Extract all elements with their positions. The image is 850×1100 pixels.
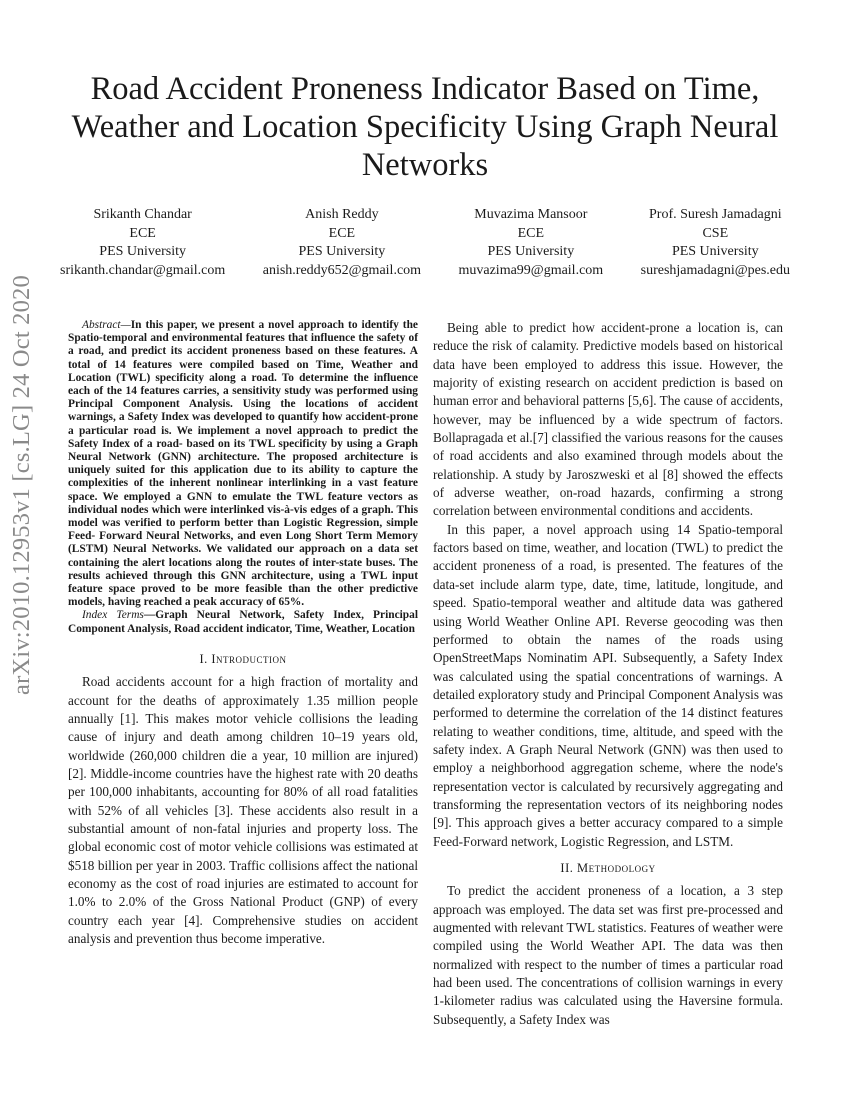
abstract-lead: Abstract— xyxy=(82,319,131,331)
author-1 xyxy=(60,206,225,280)
paper-title: Road Accident Proneness Indicator Based on Time, Weather and Location Specificity Using Graph Neural Networks xyxy=(71,71,779,183)
abstract-text: In this paper, we present a novel approach to identify the Spatio-temporal and environmental features that influence the safety of a road, and predict its accident proneness based on these features. A total of 14 features were compiled based on Time, Weather and Location (TWL) specificity along a road. To determine the influence each of the 14 features carries, a sensitivity study was performed using Principal Component Analysis. Using the locations of accident warnings, a Safety Index was developed to quantify how accident-prone a particular road is. We implement a novel approach to predict the Safety Index of a road- based on its TWL specificity by using a Graph Neural Network (GNN) architecture. The proposed architecture is uniquely suited for this application due to its ability to capture the complexities of the inherent nonlinear interlinking in a vast feature space. We employed a GNN to emulate the TWL feature vectors as individual nodes which were interlinked vis-à-vis edges of a graph. This model was verified to perform better than Logistic Regression, simple Feed- Forward Neural Networks, and even Long Short Term Memory (LSTM) Neural Networks. We validated our approach on a data set containing the alert locations along the routes of inter-state buses. The results achieved through this GNN architecture, using a TWL input feature space proved to be more feasible than the other predictive models, having reached a peak accuracy of 65%. xyxy=(68,319,418,609)
arxiv-identifier xyxy=(4,275,44,695)
left-column xyxy=(68,319,418,948)
author-email: srikanth.chandar@gmail.com xyxy=(60,262,226,278)
author-affiliation: PES University xyxy=(298,244,386,259)
abstract xyxy=(68,319,418,609)
right-column xyxy=(433,319,783,1029)
intro-paragraph-3: In this paper, a novel approach using 14 Spatio-temporal factors based on time, weather, and location (TWL) to predict the accident proneness of a road, is presented. The features of the data-set include alarm type, date, time, latitude, longitude, and speed. Spatio-temporal weather and altitude data was gathered using World Weather Online API. Reverse geocoding was then performed to obtain the names of the roads using OpenStreetMaps Nominatim API. Subsequently, a Safety Index was calculated using the spatial concentrations of warnings. A detailed exploratory study and Principal Component Analysis was performed to determine the correlation of the 14 distinct features relating to weather conditions, time, altitude, and speed with the safety index. A Graph Neural Network (GNN) was then used to employ a neighborhood aggregation scheme, where the node's representation vector is calculated by recursively aggregating and transforming the representation vectors of its neighboring nodes [9]. This approach gives a better accuracy compared to a simple Feed-Forward network, Logistic Regression, and LSTM. xyxy=(433,521,783,849)
author-block xyxy=(60,206,790,280)
author-dept: ECE xyxy=(328,225,356,241)
author-affiliation: PES University xyxy=(99,244,187,259)
author-affiliation: PES University xyxy=(487,244,575,259)
author-name: Prof. Suresh Jamadagni xyxy=(649,207,782,222)
section-heading-introduction: I. Introduction xyxy=(199,651,287,666)
author-name: Srikanth Chandar xyxy=(93,207,192,222)
author-name: Anish Reddy xyxy=(305,207,379,222)
intro-paragraph-2: Being able to predict how accident-prone a location is, can reduce the risk of calamity. Predictive models based on historical data have been employed to address this issue. However, the majority of existing research on accident prediction is based on human error and behavioral patterns [5,6]. The cause of accidents, however, may be influenced by a wide spectrum of factors. Bollapragada et al.[7] classified the various reasons for the causes of road accidents and also examined through models about the relationship. A study by Jaroszweski et al [8] showed the effects of adverse weather, on-road hazards, confirming a strong correlation between environmental conditions and accidents. xyxy=(433,320,783,519)
author-3 xyxy=(458,206,603,280)
intro-paragraph: Road accidents account for a high fraction of mortality and account for the deaths of approximately 1.35 million people annually [1]. This makes motor vehicle collisions the leading cause of injury and death among children 10–19 years old, worldwide (260,000 children die a year, 10 million are injured) [2]. Middle-income countries have the highest rate with 20 deaths per 100,000 inhabitants, accounting for 80% of all road fatalities with 52% of all vehicles [3]. These accidents also result in a substantial amount of non-fatal injuries and property loss. The global economic cost of motor vehicle collisions was estimated at $518 billion per year in 2003. Traffic collisions affect the national economy as the cost of road injuries are estimated to account for 1.0% to 2.0% of the Gross National Product (GNP) of every country each year [4]. Comprehensive studies on accident analysis and prevention thus become imperative. xyxy=(68,674,418,947)
author-dept: ECE xyxy=(517,225,545,241)
method-paragraph: To predict the accident proneness of a location, a 3 step approach was employed. The data set was first pre-processed and augmented with relevant TWL statistics. Features of weather were compiled using the World Weather API. The data was then normalized with respect to the number of times a particular road had been used. The concentrations of collision warnings in every 1-kilometer radius was calculated using the Haversine formula. Subsequently, a Safety Index was xyxy=(433,883,783,1027)
author-name: Muvazima Mansoor xyxy=(474,207,588,222)
author-email: muvazima99@gmail.com xyxy=(458,262,604,278)
index-terms-text: —Graph Neural Network, Safety Index, Principal Component Analysis, Road accident indicator, Time, Weather, Location xyxy=(68,609,418,635)
arxiv-identifier-text: arXiv:2010.12953v1 [cs.LG] 24 Oct 2020 xyxy=(8,275,35,695)
author-dept: CSE xyxy=(702,225,729,241)
author-email: sureshjamadagni@pes.edu xyxy=(640,262,790,278)
author-email: anish.reddy652@gmail.com xyxy=(262,262,422,278)
author-dept: ECE xyxy=(129,225,156,241)
index-terms-lead: Index Terms xyxy=(82,609,144,622)
author-2 xyxy=(263,206,421,280)
author-4 xyxy=(641,206,790,280)
index-terms xyxy=(68,609,418,635)
author-affiliation: PES University xyxy=(671,244,759,259)
section-heading-methodology: II. Methodology xyxy=(560,860,656,875)
